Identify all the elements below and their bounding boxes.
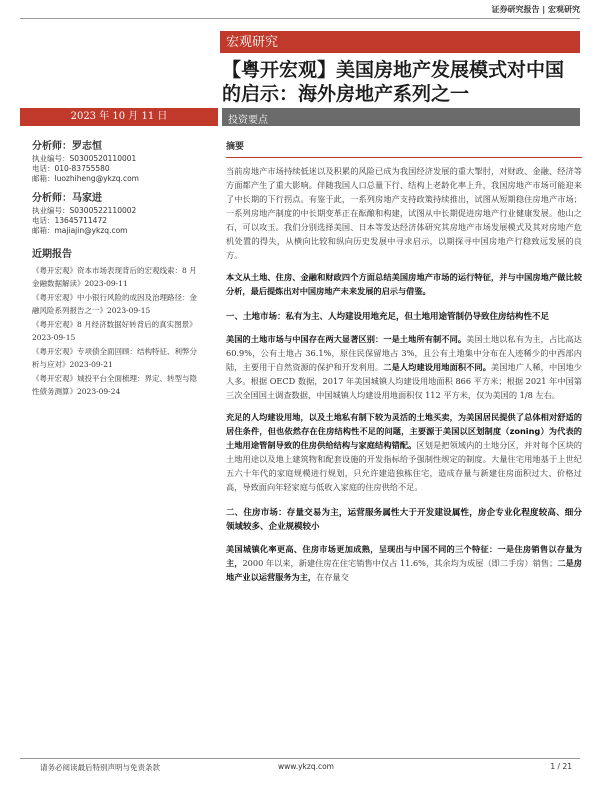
- footer-disclaimer: 请务必阅读最后特别声明与免责条款: [40, 763, 160, 772]
- bold-text: 美国城镇化率更高、住房市场更加成熟，呈现出与中国不同的三个特征：一是住房销售以存量为主，: [226, 544, 582, 568]
- analyst-name: 分析师：马家进: [32, 193, 102, 204]
- body-text: 2000 年以来，新建住房在住宅销售中仅占 11.6%，其余均为成屋（即二手房）销售；: [242, 558, 558, 568]
- analyst-block: [32, 194, 202, 236]
- main-content: [226, 140, 582, 592]
- date-banner: [20, 108, 218, 126]
- summary-heading: 摘要: [226, 140, 582, 158]
- footer-website[interactable]: www.ykzq.com: [278, 762, 334, 771]
- body-text: 美国地广人稀，中国地少人多。根据 OECD 数据，2017 年美国城镇人均建设用地面积 866 平方米；根据 2021 年中国第三次全国国土调查数据，中国城镇人均建设用地面积仅 112 平方米，仅为美国的 1/8 左右。: [226, 362, 582, 400]
- analyst-name: 分析师：罗志恒: [32, 141, 102, 152]
- analyst-block: [32, 142, 202, 184]
- section-1-heading: 一、土地市场：私有为主、人均建设用地充足，但土地用途管制仍导致住房结构性不足: [226, 312, 550, 322]
- footer-divider: [20, 758, 580, 759]
- category-label: 宏观研究: [226, 35, 279, 50]
- report-date: 2023 年 10 月 11 日: [70, 111, 168, 122]
- header-divider: [20, 18, 580, 19]
- recent-report-link[interactable]: 《粤开宏观》8 月经济数据好转背后的真实图景》2023-09-15: [32, 320, 197, 342]
- section-2-heading: 二、住房市场：存量交易为主，运营服务属性大于开发建设属性，房企专业化程度较高、细分领域较多、企业规模较小: [226, 508, 582, 532]
- analyst-phone: 电话：010-83755580: [32, 164, 110, 173]
- body-text: 区划是把领域内的土地分区，并对每个区块的土地用途以及地上建筑物和配套设施的开发指标给予强制性规定的制度。大量住宅用地基于上世纪五六十年代的家庭规模进行规划，只允许建造独栋住宅，造成存量与新建住房面积过大、价格过高，导致面向年轻家庭与低收入家庭的住房供给不足。: [226, 440, 582, 492]
- report-type-label: 证券研究报告 | 宏观研究: [491, 5, 580, 14]
- sidebar: [32, 140, 202, 399]
- summary-scope: 本文从土地、住房、金融和财政四个方面总结美国房地产市场的运行特征，并与中国房地产做比较分析，最后提炼出对中国房地产未来发展的启示与借鉴。: [226, 272, 582, 296]
- footer-page-number: 1 / 21: [550, 762, 572, 771]
- analyst-email[interactable]: 邮箱：luozhiheng@ykzq.com: [32, 174, 139, 183]
- section-1-paragraph-2: [226, 410, 582, 494]
- bold-text: 美国的土地市场与中国存在两大显著区别：一是土地所有制不同。: [226, 334, 467, 344]
- analyst-license: 执业编号：S0300522110002: [32, 206, 137, 215]
- section-2-paragraph-1: [226, 542, 582, 584]
- recent-report-link[interactable]: 《粤开宏观》中小银行风险的成因及治理路径：金融风险系列报告之一》2023-09-15: [32, 293, 197, 315]
- category-banner: [220, 31, 580, 53]
- recent-reports-title: 近期报告: [32, 249, 72, 260]
- section-banner: [222, 108, 580, 126]
- report-title: 【粤开宏观】美国房地产发展模式对中国的启示：海外房地产系列之一: [222, 59, 565, 105]
- summary-paragraph: 当前房地产市场持续低迷以及积累的风险已成为我国经济发展的重大掣肘，对财政、金融、经济等方面都产生了重大影响。伴随我国人口总量下行、结构上老龄化率上升，我国房地产市场可能迎来了中长期的下行拐点。有鉴于此，一系列房地产支持政策持续推出，试图从短期稳住房地产市场；一系列房地产制度的中长期变革正在酝酿和构建，试图从中长期促进房地产行业健康发展。他山之石，可以攻玉。我们分别选择美国、日本等发达经济体研究其房地产市场发展模式及其对房地产危机处置的得失，从横向比较和纵向历史发展中寻求启示，以期探寻中国房地产行稳致远发展的良方。: [226, 166, 582, 260]
- bold-text: 充足的人均建设用地，以及土地私有制下较为灵活的土地买卖，为美国居民提供了总体相对舒适的居住条件，但也依然存在住房结构性不足的问题，主要源于美国以区划制度（zoning）为代表的土地用途管制导致的住房供给结构与家庭结构错配。: [226, 412, 582, 450]
- section-label: 投资要点: [228, 115, 268, 126]
- section-1-paragraph-1: [226, 332, 582, 402]
- bold-text: 二是人均建设用地面积不同。: [383, 362, 491, 372]
- body-text: 在存量交: [316, 572, 349, 582]
- bold-text: 二是房地产业以运营服务为主，: [226, 558, 582, 582]
- body-text: 美国土地以私有为主，占比高达 60.9%，公有土地占 36.1%，原住民保留地占 3%，且公有土地集中分布在人迹稀少的中西部内陆，主要用于自然资源的保护和开发利用。: [226, 334, 582, 372]
- recent-report-link[interactable]: 《粤开宏观》专项债全面回顾：结构特征、利弊分析与应对》2023-09-21: [32, 347, 197, 369]
- recent-report-link[interactable]: 《粤开宏观》资本市场表现背后的宏观线索：8 月金融数据解读》2023-09-11: [32, 266, 197, 288]
- analyst-license: 执业编号：S0300520110001: [32, 154, 137, 163]
- analyst-email[interactable]: 邮箱：majiajin@ykzq.com: [32, 226, 128, 235]
- analyst-phone: 电话：13645711472: [32, 216, 107, 225]
- recent-report-link[interactable]: 《粤开宏观》城投平台全面梳理：界定、转型与隐性债务测算》2023-09-24: [32, 374, 197, 396]
